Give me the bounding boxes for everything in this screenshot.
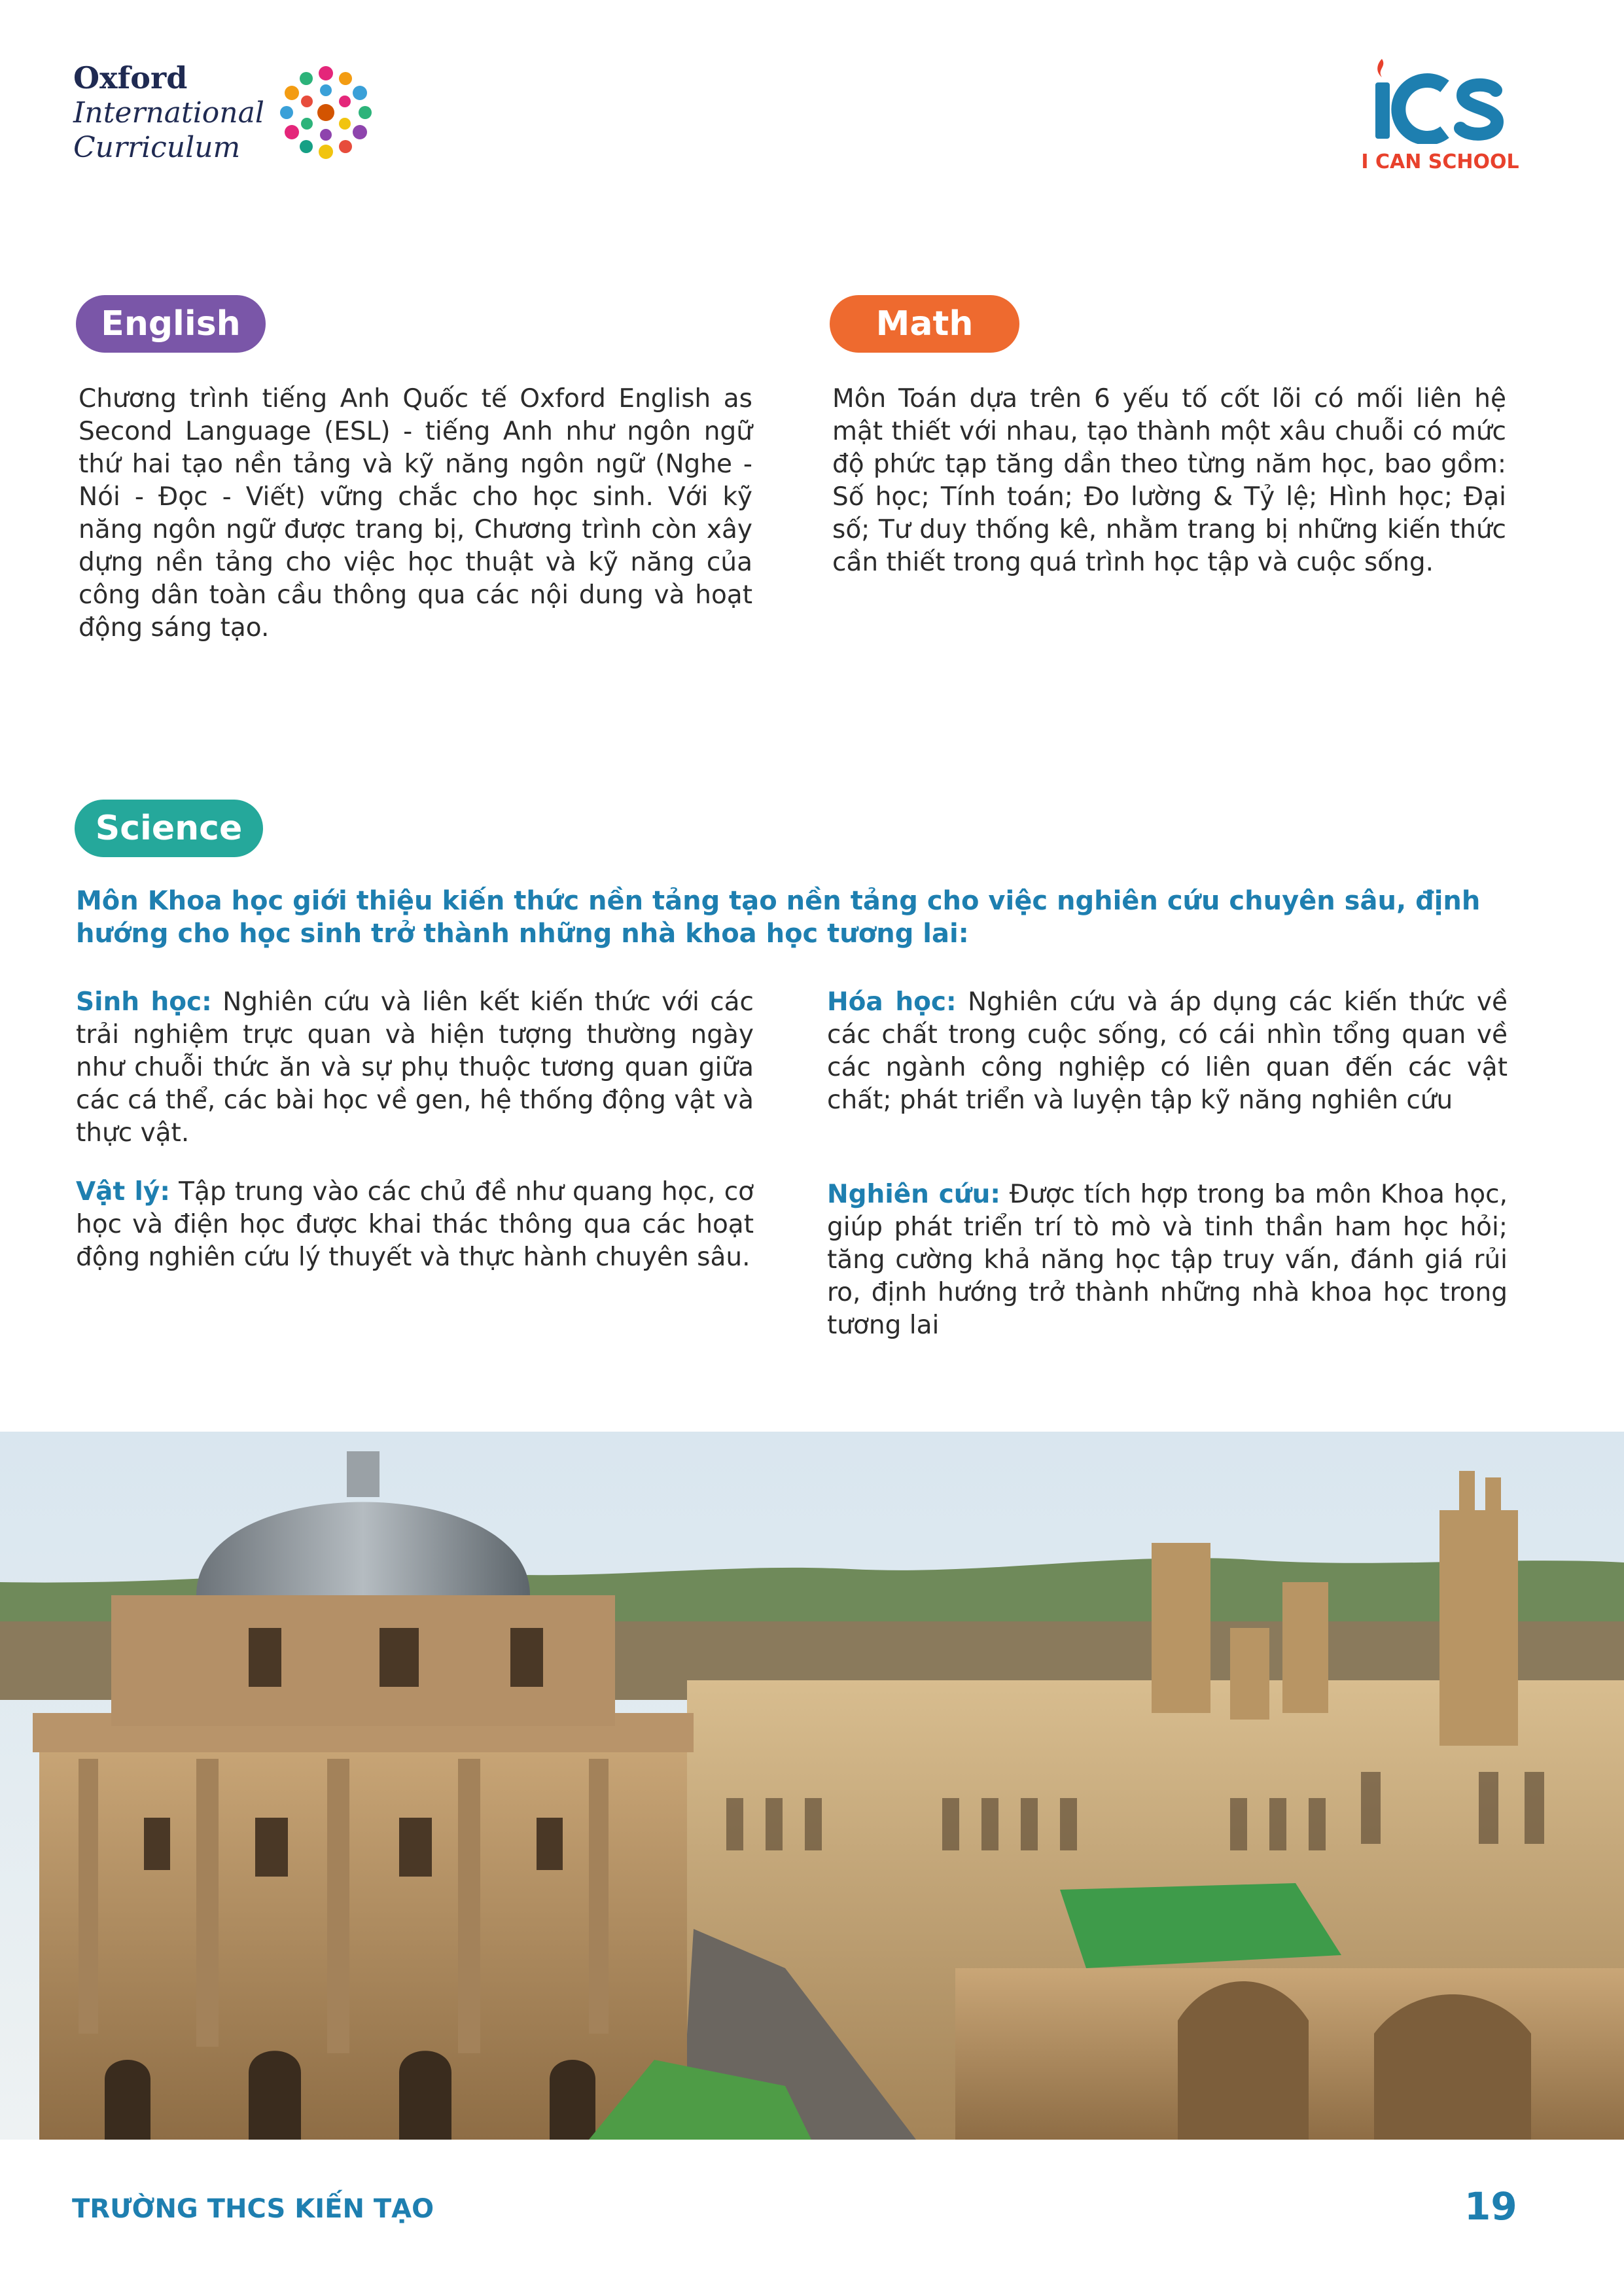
oxford-logo-line1: Oxford bbox=[73, 60, 188, 96]
oxford-mandala-icon bbox=[274, 60, 378, 165]
science-biology-item bbox=[76, 986, 754, 1150]
ics-logo-mark-icon bbox=[1368, 52, 1505, 144]
ics-school-logo bbox=[1354, 52, 1525, 183]
physics-label: Vật lý: bbox=[76, 1177, 170, 1207]
english-section-label: English bbox=[76, 295, 266, 353]
science-section-label: Science bbox=[75, 800, 263, 857]
math-description: Môn Toán dựa trên 6 yếu tố cốt lõi có mối liên hệ mật thiết với nhau, tạo thành một xâu chuỗi có mức độ phức tạp tăng dần theo từng năm học, bao gồm: Số học; Tính toán; Đo lường & Tỷ lệ; Hình học; Đại số; Tư duy thống kê, nhằm trang bị những kiến thức cần thiết trong quá trình học tập và cuộc sống. bbox=[832, 384, 1506, 577]
research-label: Nghiên cứu: bbox=[827, 1180, 1001, 1209]
science-chemistry-item bbox=[827, 986, 1508, 1117]
chemistry-label: Hóa học: bbox=[827, 987, 957, 1017]
research-text: Được tích hợp trong ba môn Khoa học, giúp phát triển trí tò mò và tinh thần ham học hỏi; tăng cường khả năng học tập truy vấn, đánh giá rủi ro, định hướng trở thành những nhà khoa học trong tương lai bbox=[827, 1180, 1508, 1340]
biology-label: Sinh học: bbox=[76, 987, 212, 1017]
biology-text: Nghiên cứu và liên kết kiến thức với các trải nghiệm trực quan và hiện tượng thường ngày như chuỗi thức ăn và sự phụ thuộc tương quan giữa các cá thể, các bài học về gen, hệ thống động vật và thực vật. bbox=[76, 987, 754, 1148]
science-intro: Môn Khoa học giới thiệu kiến thức nền tảng tạo nền tảng cho việc nghiên cứu chuyên sâu, định hướng cho học sinh trở thành những nhà khoa học tương lai: bbox=[76, 886, 1481, 949]
math-section-label: Math bbox=[830, 295, 1019, 353]
footer-school-name: TRƯỜNG THCS KIẾN TẠO bbox=[72, 2194, 434, 2224]
ics-tagline: I CAN SCHOOL bbox=[1361, 150, 1519, 173]
oxford-logo-line2: International bbox=[73, 96, 264, 130]
science-research-item bbox=[827, 1178, 1508, 1342]
page-number: 19 bbox=[1464, 2184, 1517, 2229]
english-description: Chương trình tiếng Anh Quốc tế Oxford English as Second Language (ESL) - tiếng Anh như ngôn ngữ thứ hai tạo nền tảng và kỹ năng ngôn ngữ (Nghe - Nói - Đọc - Viết) vững chắc cho học sinh. Với kỹ năng ngôn ngữ được trang bị, Chương trình còn xây dựng nền tảng cho việc học thuật và kỹ năng của công dân toàn cầu thông qua các nội dung và hoạt động sáng tạo. bbox=[79, 384, 752, 643]
oxford-campus-photo bbox=[0, 1432, 1624, 2140]
physics-text: Tập trung vào các chủ đề như quang học, cơ học và điện học được khai thác thông qua các hoạt động nghiên cứu lý thuyết và thực hành chuyên sâu. bbox=[76, 1177, 754, 1272]
oxford-curriculum-logo bbox=[73, 60, 387, 171]
science-physics-item bbox=[76, 1176, 754, 1274]
chemistry-text: Nghiên cứu và áp dụng các kiến thức về các chất trong cuộc sống, có cái nhìn tổng quan về các ngành công nghiệp có liên quan đến các vật chất; phát triển và luyện tập kỹ năng nghiên cứu bbox=[827, 987, 1508, 1115]
oxford-logo-line3: Curriculum bbox=[73, 131, 241, 164]
